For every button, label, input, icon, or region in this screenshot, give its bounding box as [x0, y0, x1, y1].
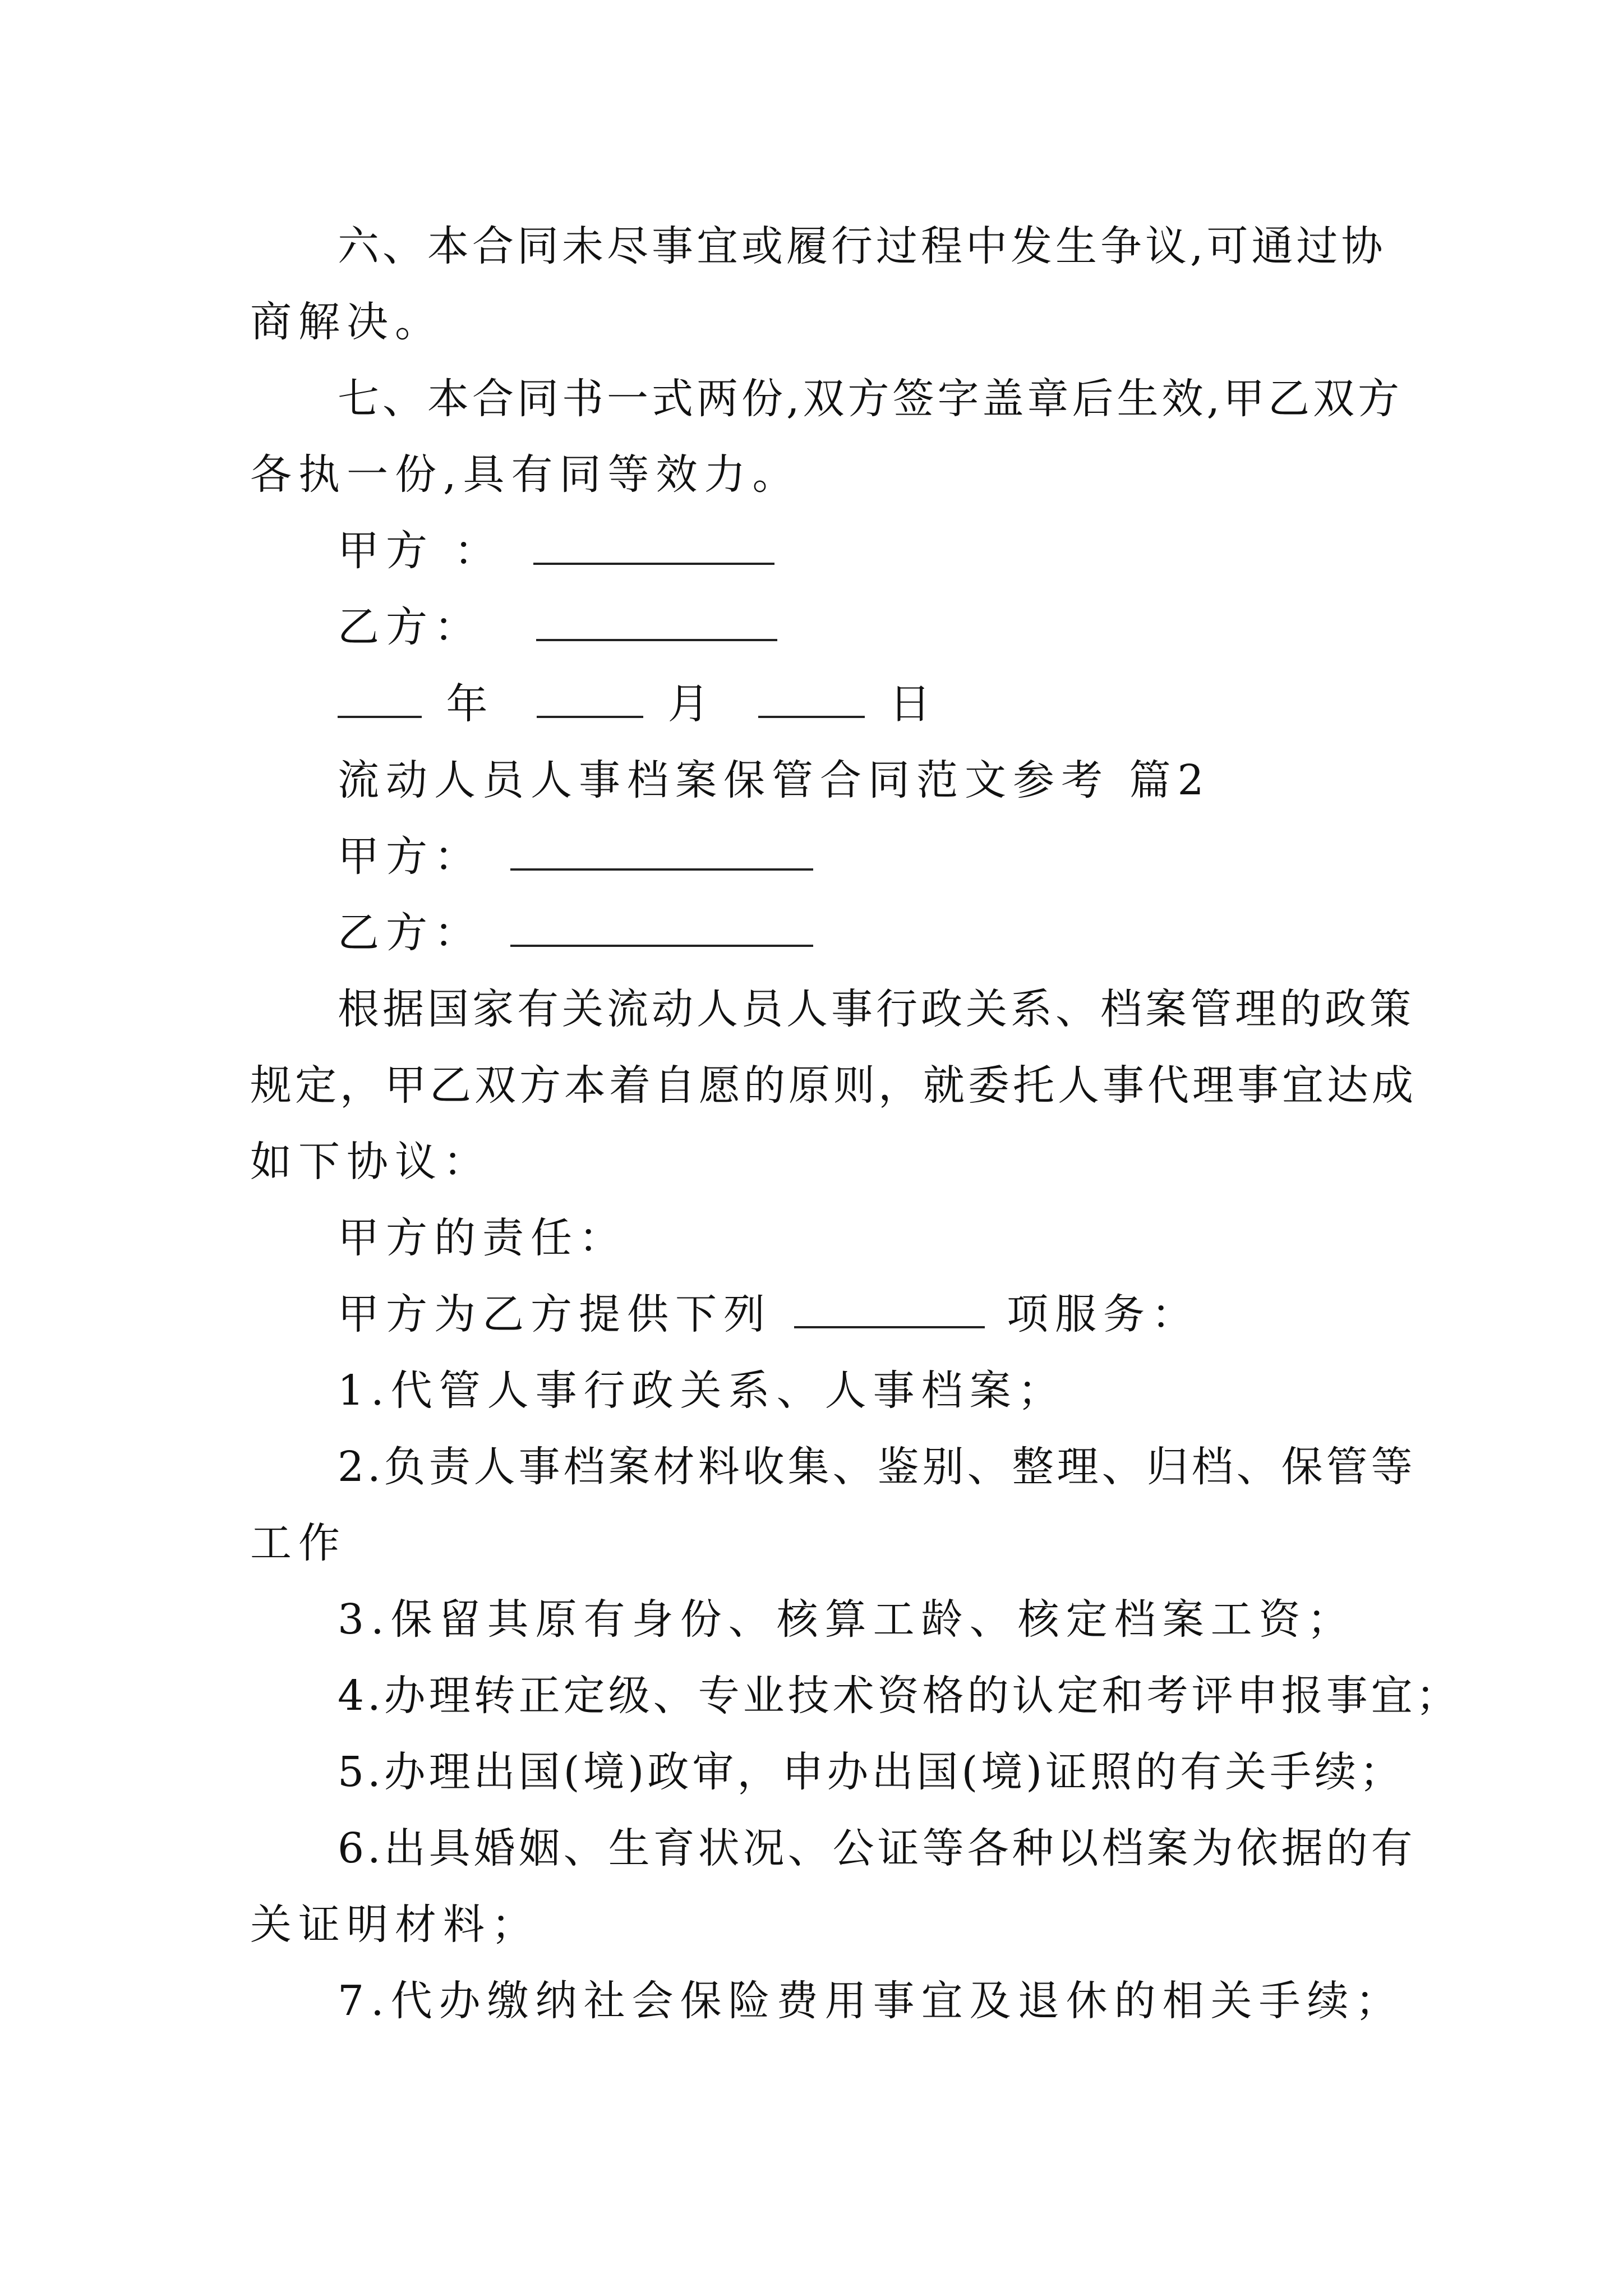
services-prefix: 甲方为乙方提供下列 — [338, 1290, 772, 1338]
paragraph-text: 六、本合同未尽事宜或履行过程中发生争议,可通过协 — [338, 222, 1386, 270]
party-b-signature-line — [338, 601, 782, 653]
paragraph-text: 如下协议： — [250, 1138, 491, 1186]
paragraph-line — [250, 1060, 1417, 1111]
list-item — [338, 1823, 1416, 1874]
list-item-text: 关证明材料； — [250, 1901, 540, 1949]
list-item-continuation — [250, 1899, 540, 1950]
paragraph-text: 七、本合同书一式两份,双方签字盖章后生效,甲乙双方 — [338, 375, 1403, 423]
party-a-blank-2 — [510, 834, 813, 871]
list-item — [338, 1975, 1404, 2027]
paragraph-line — [338, 373, 1403, 425]
list-item-text: 工作 — [250, 1519, 347, 1567]
section-heading — [338, 754, 1211, 806]
party-b-label: 乙方： — [338, 603, 482, 651]
party-a-label-2: 甲方： — [338, 832, 482, 881]
month-blank — [537, 681, 643, 718]
party-b-blank-2 — [510, 910, 813, 947]
month-label: 月 — [667, 680, 716, 728]
paragraph-text: 规定，甲乙双方本着自愿的原则，就委托人事代理事宜达成 — [250, 1061, 1417, 1110]
date-line — [338, 678, 938, 730]
paragraph-line — [338, 1212, 627, 1264]
list-item-text: 6.出具婚姻、生育状况、公证等各种以档案为依据的有 — [338, 1824, 1416, 1872]
paragraph-text: 各执一份,具有同等效力。 — [250, 450, 801, 499]
day-blank — [758, 681, 865, 718]
services-line — [338, 1289, 1200, 1340]
section-title: 流动人员人事档案保管合同范文参考 篇2 — [338, 756, 1211, 804]
paragraph-text: 根据国家有关流动人员人事行政关系、档案管理的政策 — [338, 985, 1414, 1033]
year-label: 年 — [446, 680, 495, 728]
party-b-label-2: 乙方： — [338, 909, 482, 957]
party-a-label: 甲方 ： — [338, 527, 502, 575]
paragraph-line — [250, 296, 443, 348]
list-item-text: 2.负责人事档案材料收集、鉴别、整理、归档、保管等 — [338, 1443, 1416, 1491]
list-item-text: 7.代办缴纳社会保险费用事宜及退休的相关手续； — [338, 1977, 1404, 2025]
paragraph-line — [338, 220, 1386, 272]
list-item-text: 4.办理转正定级、专业技术资格的认定和考评申报事宜； — [338, 1672, 1461, 1720]
party-a-signature-line — [338, 525, 779, 577]
list-item — [338, 1365, 1066, 1416]
list-item-text: 3.保留其原有身份、核算工龄、核定档案工资； — [338, 1595, 1355, 1644]
party-b-line — [338, 907, 818, 959]
services-count-blank — [794, 1291, 985, 1328]
list-item-text: 1.代管人事行政关系、人事档案； — [338, 1366, 1066, 1415]
paragraph-line — [250, 1136, 491, 1188]
party-a-blank — [533, 528, 774, 565]
year-blank — [338, 681, 422, 718]
list-item — [338, 1670, 1461, 1722]
paragraph-line — [250, 449, 801, 500]
list-item-text: 5.办理出国(境)政审，申办出国(境)证照的有关手续； — [338, 1748, 1405, 1796]
paragraph-text: 商解决。 — [250, 298, 443, 346]
party-a-line — [338, 831, 818, 882]
party-b-blank — [536, 604, 777, 641]
list-item — [338, 1746, 1405, 1798]
list-item-continuation — [250, 1517, 347, 1569]
list-item — [338, 1594, 1355, 1645]
day-label: 日 — [889, 680, 938, 728]
list-item — [338, 1441, 1416, 1493]
paragraph-line — [338, 983, 1414, 1035]
services-suffix: 项服务： — [1007, 1290, 1200, 1338]
paragraph-text: 甲方的责任： — [338, 1214, 627, 1262]
